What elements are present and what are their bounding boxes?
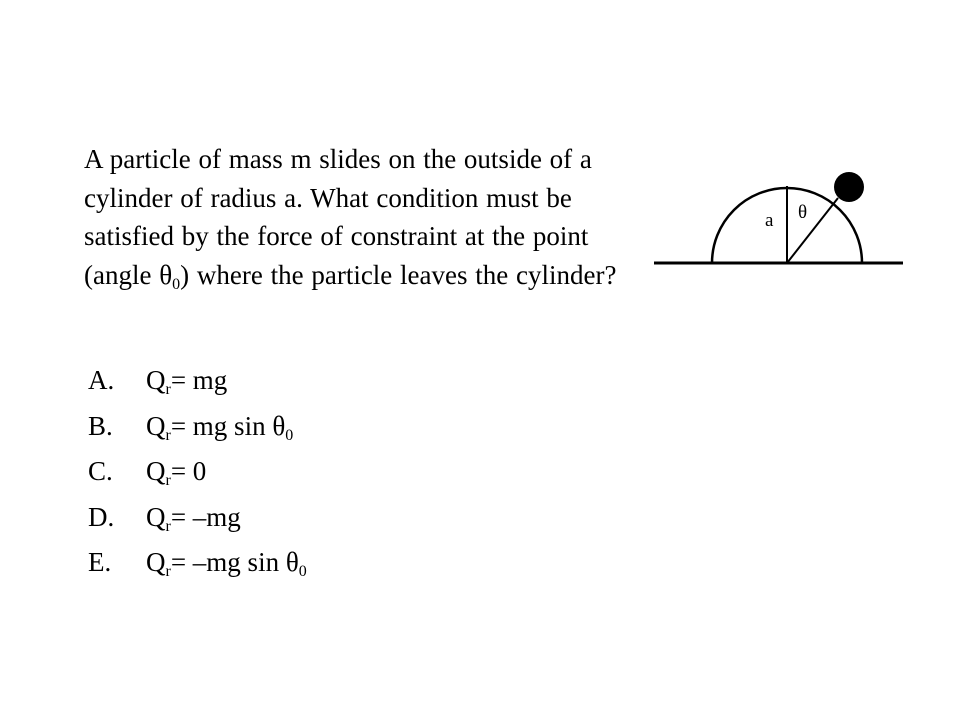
question-part-1: A particle of mass m slides on the outside of a cylinder of radius a. What condition must be satisfied by the force of constraint at the point (angle θ <box>84 144 592 290</box>
option-c[interactable] <box>88 451 307 497</box>
option-symbol: Q <box>146 456 166 486</box>
option-symbol-subscript: r <box>165 426 171 444</box>
option-symbol: Q <box>146 365 166 395</box>
angle-subscript: 0 <box>172 275 181 293</box>
question-text <box>84 140 644 294</box>
angled-radius <box>787 198 838 263</box>
option-expression-subscript: 0 <box>298 563 307 580</box>
radius-label: a <box>765 210 774 231</box>
option-expression-subscript: 0 <box>285 426 294 444</box>
question-part-2: ) where the particle leaves the cylinder? <box>180 259 617 290</box>
option-e[interactable] <box>88 542 307 588</box>
option-d[interactable] <box>88 497 307 543</box>
option-letter: E. <box>88 547 112 577</box>
option-letter: A. <box>88 365 115 395</box>
option-expression: = –mg sin θ <box>170 547 299 577</box>
option-expression: = 0 <box>170 456 207 486</box>
option-symbol-subscript: r <box>165 472 171 489</box>
option-expression: = mg sin θ <box>170 410 286 441</box>
option-letter: C. <box>88 456 113 486</box>
option-symbol-subscript: r <box>165 563 171 580</box>
option-symbol: Q <box>146 410 166 441</box>
option-letter: D. <box>88 501 115 532</box>
option-letter: B. <box>88 410 113 441</box>
option-expression: = –mg <box>170 501 241 532</box>
option-expression: = mg <box>170 365 228 395</box>
answer-options <box>88 360 307 588</box>
angle-label: θ <box>798 202 808 223</box>
cylinder-diagram <box>648 168 908 270</box>
option-a[interactable] <box>88 360 307 406</box>
option-symbol-subscript: r <box>165 381 171 398</box>
option-b[interactable] <box>88 406 307 452</box>
option-symbol-subscript: r <box>165 517 171 535</box>
option-symbol: Q <box>146 547 166 577</box>
option-symbol: Q <box>146 501 166 532</box>
particle <box>834 172 864 202</box>
